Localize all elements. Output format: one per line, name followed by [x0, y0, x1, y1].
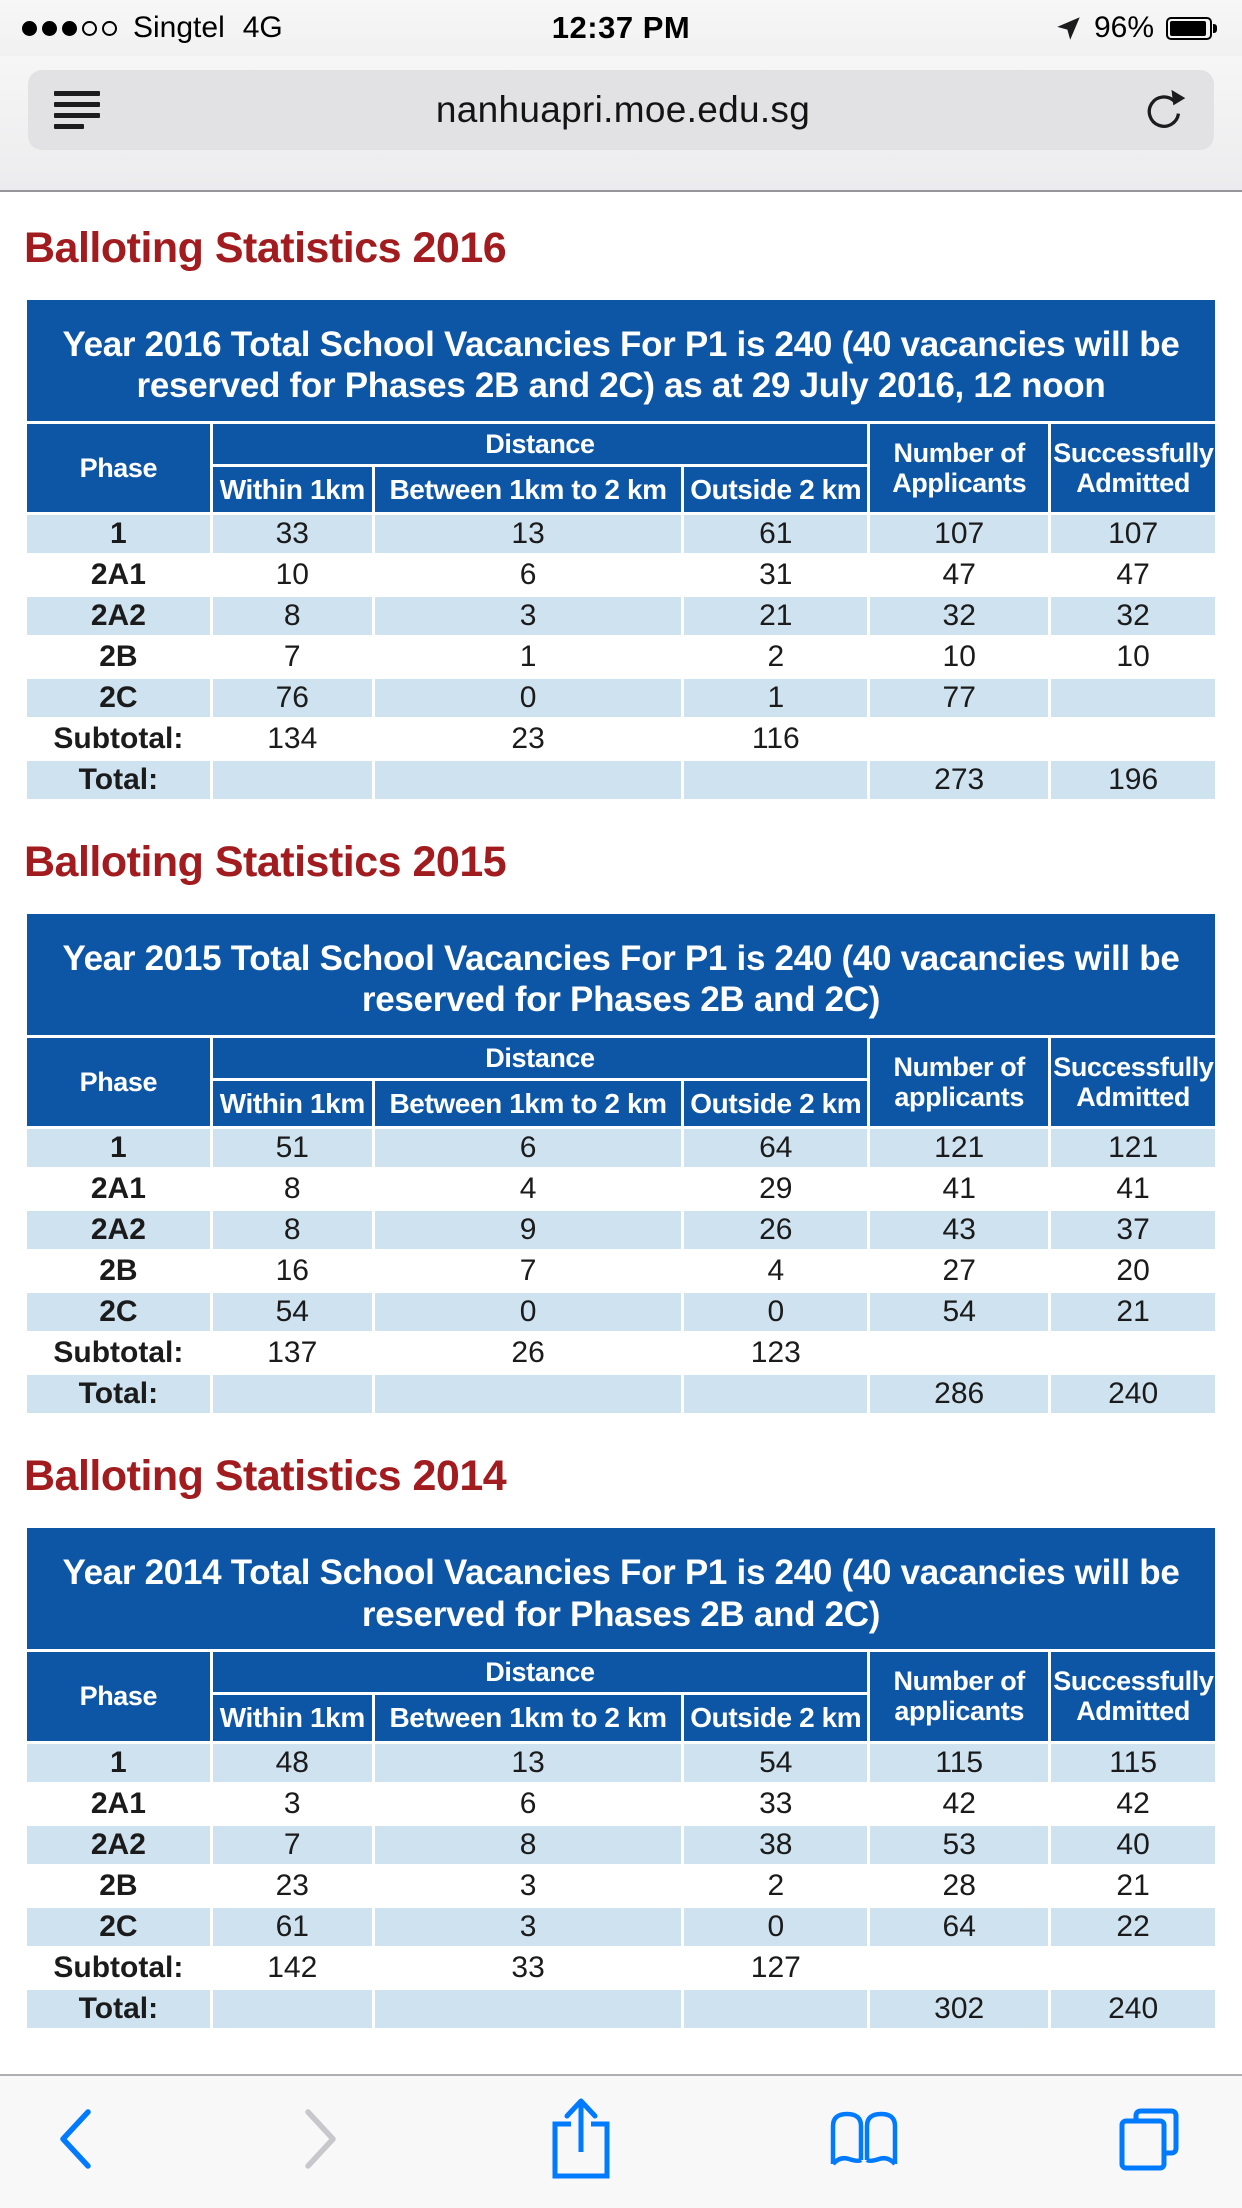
- col-header-distance: Distance: [211, 422, 868, 465]
- phase-label: 2A2: [26, 596, 212, 637]
- phase-label: Subtotal:: [26, 1947, 212, 1988]
- data-cell: 42: [869, 1783, 1050, 1824]
- page-content: [0, 192, 1242, 2074]
- col-header-admitted: Successfully Admitted: [1050, 1036, 1217, 1128]
- tabs-icon: [1114, 2103, 1184, 2175]
- col-header-applicants: Number of applicants: [869, 1650, 1050, 1742]
- data-cell: 54: [683, 1742, 869, 1783]
- data-cell: 41: [1050, 1169, 1217, 1210]
- back-button[interactable]: [58, 2108, 92, 2170]
- data-cell: 196: [1050, 760, 1217, 801]
- table-banner: Year 2015 Total School Vacancies For P1 is 240 (40 vacancies will be reserved for Phases 2B and 2C): [26, 913, 1217, 1037]
- data-cell: 64: [683, 1128, 869, 1169]
- data-cell: 20: [1050, 1251, 1217, 1292]
- phase-label: 2C: [26, 1292, 212, 1333]
- data-cell: 8: [211, 1210, 373, 1251]
- phase-label: 1: [26, 1128, 212, 1169]
- data-cell: 3: [373, 1865, 683, 1906]
- data-cell: 134: [211, 719, 373, 760]
- data-cell: 43: [869, 1210, 1050, 1251]
- table-row: [26, 1742, 1217, 1783]
- data-cell: 1: [373, 637, 683, 678]
- data-cell: 54: [211, 1292, 373, 1333]
- col-header-between-1km-2km: Between 1km to 2 km: [373, 1080, 683, 1128]
- share-button[interactable]: [549, 2096, 613, 2182]
- data-cell: 123: [683, 1333, 869, 1374]
- data-cell: 33: [683, 1783, 869, 1824]
- reader-mode-button[interactable]: [54, 91, 102, 129]
- data-cell: 32: [1050, 596, 1217, 637]
- data-cell: 76: [211, 678, 373, 719]
- bookmarks-button[interactable]: [825, 2105, 903, 2173]
- status-bar: [0, 0, 1242, 56]
- share-icon: [549, 2096, 613, 2182]
- table-row: [26, 1292, 1217, 1333]
- phase-label: 2B: [26, 1865, 212, 1906]
- table-row: [26, 596, 1217, 637]
- phase-label: 2A2: [26, 1824, 212, 1865]
- data-cell: 28: [869, 1865, 1050, 1906]
- col-header-admitted: Successfully Admitted: [1050, 1650, 1217, 1742]
- phase-label: Subtotal:: [26, 1333, 212, 1374]
- data-cell: 116: [683, 719, 869, 760]
- data-cell: 1: [683, 678, 869, 719]
- table-row: [26, 1169, 1217, 1210]
- data-cell: 61: [211, 1906, 373, 1947]
- col-header-phase: Phase: [26, 1036, 212, 1128]
- phase-label: Total:: [26, 1374, 212, 1415]
- table-header-row: [26, 1650, 1217, 1693]
- col-header-between-1km-2km: Between 1km to 2 km: [373, 1694, 683, 1742]
- col-header-outside-2km: Outside 2 km: [683, 1694, 869, 1742]
- data-cell: 21: [1050, 1292, 1217, 1333]
- table-banner-row: [26, 913, 1217, 1037]
- data-cell: 10: [869, 637, 1050, 678]
- section-title-2016: Balloting Statistics 2016: [24, 224, 507, 272]
- data-cell: 42: [1050, 1783, 1217, 1824]
- table-row: [26, 1947, 1217, 1988]
- table-header-row: [26, 422, 1217, 465]
- table-row: [26, 514, 1217, 555]
- data-cell: 7: [211, 1824, 373, 1865]
- data-cell: 240: [1050, 1374, 1217, 1415]
- phase-label: Total:: [26, 1988, 212, 2029]
- data-cell: 6: [373, 1128, 683, 1169]
- table-banner: Year 2016 Total School Vacancies For P1 is 240 (40 vacancies will be reserved for Phases 2B and 2C) as at 29 July 2016, 12 noon: [26, 299, 1217, 423]
- phase-label: 2A2: [26, 1210, 212, 1251]
- col-header-outside-2km: Outside 2 km: [683, 465, 869, 513]
- col-header-distance: Distance: [211, 1650, 868, 1693]
- data-cell: 32: [869, 596, 1050, 637]
- refresh-button[interactable]: [1144, 86, 1188, 134]
- phase-label: Subtotal:: [26, 719, 212, 760]
- table-row: [26, 1988, 1217, 2029]
- data-cell: 21: [683, 596, 869, 637]
- carrier-label: Singtel: [133, 11, 225, 44]
- status-bar-left: [22, 11, 552, 45]
- table-row: [26, 1824, 1217, 1865]
- data-cell: 107: [869, 514, 1050, 555]
- data-cell: 6: [373, 555, 683, 596]
- phase-label: 2C: [26, 678, 212, 719]
- data-cell: 127: [683, 1947, 869, 1988]
- data-cell: 3: [211, 1783, 373, 1824]
- data-cell: 26: [373, 1333, 683, 1374]
- url-text[interactable]: nanhuapri.moe.edu.sg: [435, 89, 811, 130]
- table-row: [26, 678, 1217, 719]
- data-cell: [211, 1988, 373, 2029]
- data-cell: 26: [683, 1210, 869, 1251]
- data-cell: 286: [869, 1374, 1050, 1415]
- data-cell: 8: [211, 1169, 373, 1210]
- phase-label: 1: [26, 1742, 212, 1783]
- data-cell: 48: [211, 1742, 373, 1783]
- data-cell: 53: [869, 1824, 1050, 1865]
- table-row: [26, 1333, 1217, 1374]
- data-cell: 115: [869, 1742, 1050, 1783]
- balloting-table-2016: [24, 297, 1218, 802]
- col-header-applicants: Number of applicants: [869, 1036, 1050, 1128]
- phase-label: 2B: [26, 637, 212, 678]
- data-cell: [683, 1374, 869, 1415]
- refresh-icon: [1144, 86, 1188, 134]
- data-cell: [1050, 1947, 1217, 1988]
- data-cell: 27: [869, 1251, 1050, 1292]
- data-cell: 16: [211, 1251, 373, 1292]
- data-cell: [869, 1947, 1050, 1988]
- col-header-applicants: Number of Applicants: [869, 422, 1050, 514]
- battery-percent-label: 96%: [1093, 11, 1154, 44]
- table-banner: Year 2014 Total School Vacancies For P1 is 240 (40 vacancies will be reserved for Phases 2B and 2C): [26, 1527, 1217, 1651]
- data-cell: 33: [373, 1947, 683, 1988]
- phase-label: 2B: [26, 1251, 212, 1292]
- section-title-2015: Balloting Statistics 2015: [24, 838, 507, 887]
- data-cell: 31: [683, 555, 869, 596]
- data-cell: [211, 760, 373, 801]
- phase-label: 2A1: [26, 555, 212, 596]
- data-cell: 6: [373, 1783, 683, 1824]
- table-header-row: [26, 1036, 1217, 1079]
- table-banner-row: [26, 1527, 1217, 1651]
- table-row: [26, 1251, 1217, 1292]
- data-cell: 2: [683, 637, 869, 678]
- data-cell: [373, 760, 683, 801]
- data-cell: [683, 760, 869, 801]
- data-cell: 142: [211, 1947, 373, 1988]
- data-cell: [373, 1988, 683, 2029]
- data-cell: 40: [1050, 1824, 1217, 1865]
- col-header-distance: Distance: [211, 1036, 868, 1079]
- forward-chevron-icon: [304, 2108, 338, 2170]
- data-cell: 0: [373, 678, 683, 719]
- col-header-within-1km: Within 1km: [211, 1080, 373, 1128]
- data-cell: 33: [211, 514, 373, 555]
- data-cell: [869, 1333, 1050, 1374]
- data-cell: [683, 1988, 869, 2029]
- browser-chrome: [0, 56, 1242, 192]
- data-cell: 9: [373, 1210, 683, 1251]
- data-cell: 64: [869, 1906, 1050, 1947]
- data-cell: 4: [683, 1251, 869, 1292]
- col-header-outside-2km: Outside 2 km: [683, 1080, 869, 1128]
- browser-toolbar: [0, 2074, 1242, 2208]
- col-header-within-1km: Within 1km: [211, 1694, 373, 1742]
- data-cell: 121: [1050, 1128, 1217, 1169]
- table-row: [26, 1210, 1217, 1251]
- data-cell: 273: [869, 760, 1050, 801]
- table-row: [26, 555, 1217, 596]
- table-row: [26, 760, 1217, 801]
- battery-icon: [1166, 17, 1212, 40]
- col-header-phase: Phase: [26, 1650, 212, 1742]
- balloting-table-2014: [24, 1525, 1218, 2030]
- data-cell: 121: [869, 1128, 1050, 1169]
- data-cell: 7: [373, 1251, 683, 1292]
- open-book-icon: [825, 2105, 903, 2173]
- data-cell: 10: [211, 555, 373, 596]
- data-cell: 38: [683, 1824, 869, 1865]
- data-cell: 3: [373, 1906, 683, 1947]
- data-cell: 8: [211, 596, 373, 637]
- data-cell: 61: [683, 514, 869, 555]
- status-bar-right: [690, 11, 1220, 45]
- data-cell: 54: [869, 1292, 1050, 1333]
- table-row: [26, 1783, 1217, 1824]
- location-arrow-icon: [1055, 15, 1082, 42]
- col-header-admitted: Successfully Admitted: [1050, 422, 1217, 514]
- data-cell: 47: [869, 555, 1050, 596]
- data-cell: 13: [373, 514, 683, 555]
- tabs-button[interactable]: [1114, 2103, 1184, 2175]
- data-cell: 41: [869, 1169, 1050, 1210]
- data-cell: 10: [1050, 637, 1217, 678]
- data-cell: 302: [869, 1988, 1050, 2029]
- data-cell: 77: [869, 678, 1050, 719]
- data-cell: 29: [683, 1169, 869, 1210]
- phase-label: 2C: [26, 1906, 212, 1947]
- data-cell: 7: [211, 637, 373, 678]
- table-row: [26, 637, 1217, 678]
- balloting-table-2015: [24, 911, 1218, 1416]
- col-header-between-1km-2km: Between 1km to 2 km: [373, 465, 683, 513]
- data-cell: [1050, 1333, 1217, 1374]
- data-cell: 23: [211, 1865, 373, 1906]
- section-title-2014: Balloting Statistics 2014: [24, 1452, 507, 1501]
- data-cell: 0: [373, 1292, 683, 1333]
- phase-label: Total:: [26, 760, 212, 801]
- data-cell: 107: [1050, 514, 1217, 555]
- table-banner-row: [26, 299, 1217, 423]
- table-row: [26, 1865, 1217, 1906]
- data-cell: 13: [373, 1742, 683, 1783]
- data-cell: 21: [1050, 1865, 1217, 1906]
- data-cell: 47: [1050, 555, 1217, 596]
- data-cell: [869, 719, 1050, 760]
- data-cell: 137: [211, 1333, 373, 1374]
- phase-label: 2A1: [26, 1169, 212, 1210]
- data-cell: [211, 1374, 373, 1415]
- data-cell: 23: [373, 719, 683, 760]
- data-cell: 0: [683, 1906, 869, 1947]
- table-row: [26, 719, 1217, 760]
- signal-strength-icon: [22, 21, 117, 36]
- data-cell: 240: [1050, 1988, 1217, 2029]
- col-header-within-1km: Within 1km: [211, 465, 373, 513]
- network-type-label: 4G: [242, 11, 283, 44]
- col-header-phase: Phase: [26, 422, 212, 514]
- clock-label: 12:37 PM: [551, 10, 691, 45]
- address-bar[interactable]: [28, 70, 1214, 150]
- data-cell: 4: [373, 1169, 683, 1210]
- phase-label: 1: [26, 514, 212, 555]
- data-cell: 115: [1050, 1742, 1217, 1783]
- table-row: [26, 1374, 1217, 1415]
- data-cell: 22: [1050, 1906, 1217, 1947]
- forward-button[interactable]: [304, 2108, 338, 2170]
- data-cell: 8: [373, 1824, 683, 1865]
- data-cell: [1050, 719, 1217, 760]
- data-cell: 51: [211, 1128, 373, 1169]
- back-chevron-icon: [58, 2108, 92, 2170]
- data-cell: 3: [373, 596, 683, 637]
- table-row: [26, 1906, 1217, 1947]
- data-cell: 2: [683, 1865, 869, 1906]
- phase-label: 2A1: [26, 1783, 212, 1824]
- data-cell: 0: [683, 1292, 869, 1333]
- data-cell: 37: [1050, 1210, 1217, 1251]
- table-row: [26, 1128, 1217, 1169]
- data-cell: [1050, 678, 1217, 719]
- data-cell: [373, 1374, 683, 1415]
